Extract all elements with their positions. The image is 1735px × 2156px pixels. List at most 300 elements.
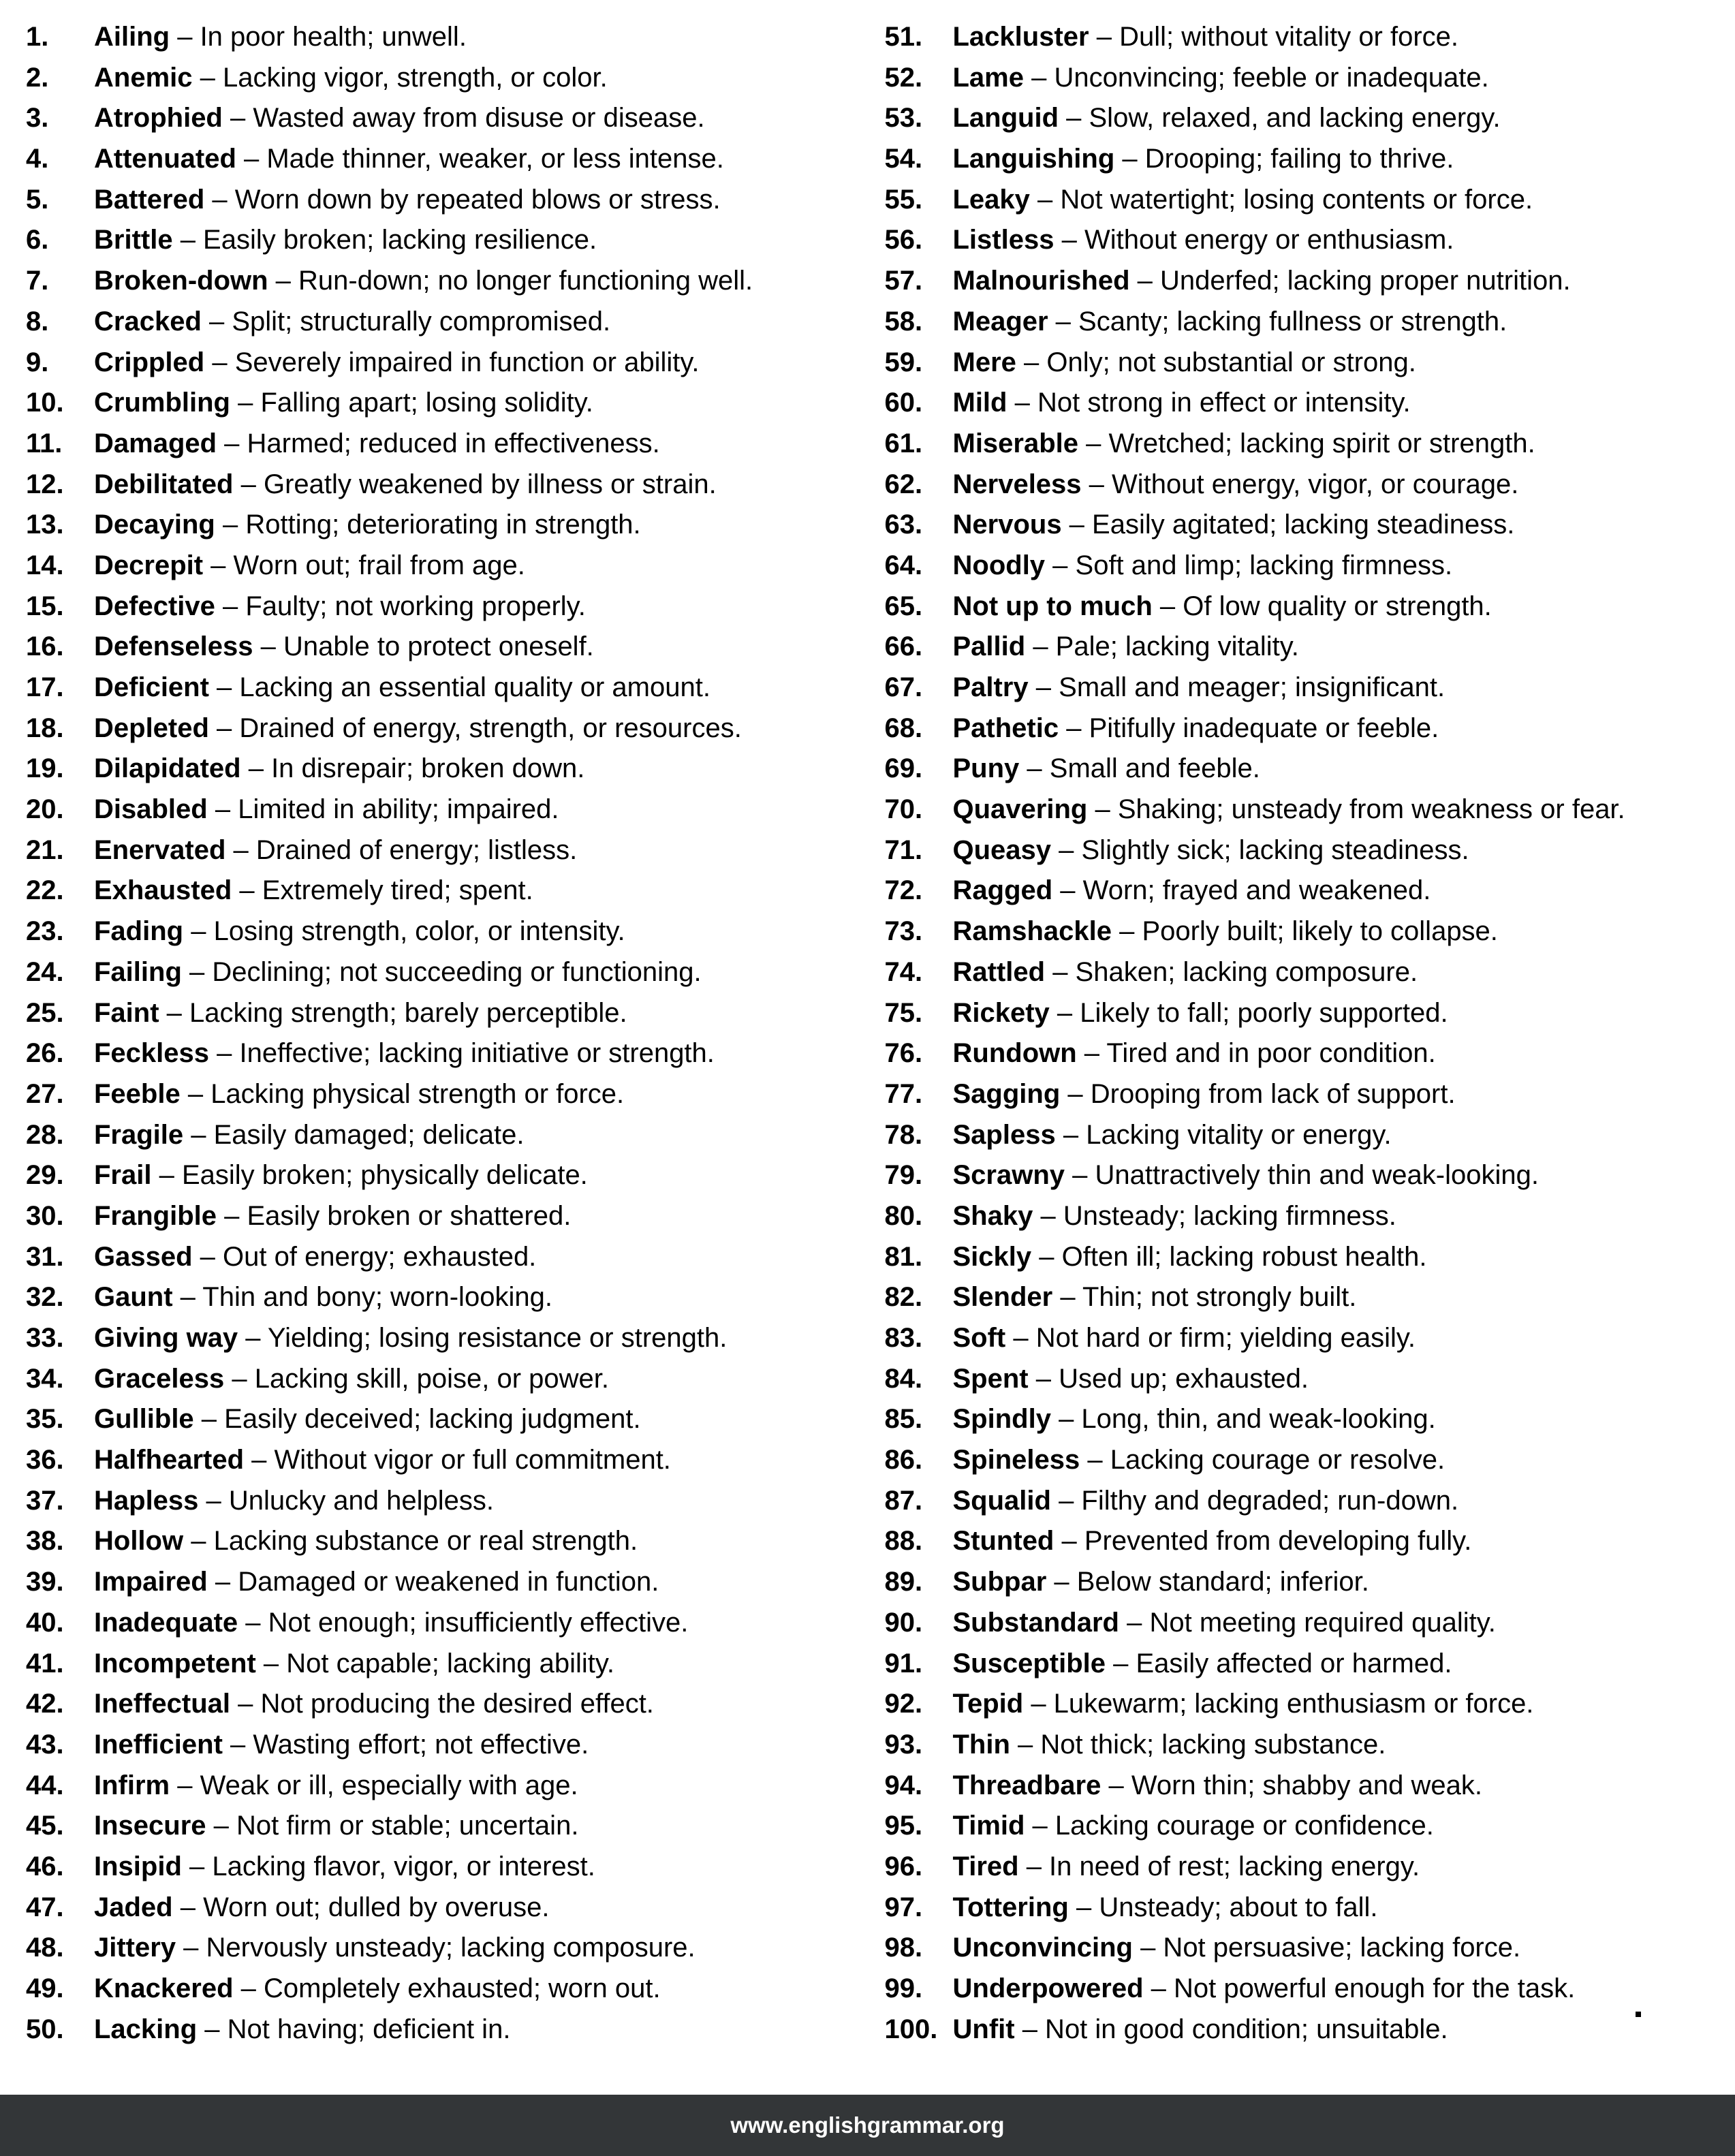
list-item (885, 993, 1735, 1034)
item-number: 21. (26, 834, 64, 865)
item-number: 55. (884, 184, 923, 215)
item-term: Fading (94, 916, 184, 947)
item-term: Decaying (94, 510, 215, 540)
item-term: Sagging (952, 1078, 1061, 1109)
item-definition: – Rotting; deteriorating in strength. (215, 510, 641, 540)
item-number: 96. (884, 1851, 923, 1881)
item-number: 5. (26, 184, 49, 215)
item-term: Meager (952, 306, 1048, 337)
item-number: 14. (26, 550, 64, 580)
item-number: 25. (26, 997, 64, 1028)
item-definition: – Soft and limp; lacking firmness. (1045, 550, 1453, 580)
list-item (26, 98, 877, 139)
item-term: Unfit (952, 2014, 1015, 2044)
item-definition: – Made thinner, weaker, or less intense. (236, 144, 724, 174)
item-term: Disabled (94, 794, 208, 825)
item-definition: – Unsteady; lacking firmness. (1033, 1200, 1396, 1231)
item-number: 82. (884, 1282, 923, 1313)
list-item (885, 1155, 1735, 1196)
item-term: Nervous (952, 510, 1062, 540)
item-number: 93. (884, 1729, 923, 1760)
item-term: Mild (952, 388, 1007, 418)
item-term: Quavering (952, 794, 1088, 825)
item-term: Failing (94, 956, 182, 987)
item-term: Ramshackle (952, 916, 1112, 947)
item-term: Stunted (952, 1526, 1054, 1557)
item-definition: – Not strong in effect or intensity. (1007, 388, 1411, 418)
item-definition: – Not persuasive; lacking force. (1132, 1933, 1521, 1963)
stray-artifact-mark (1636, 2012, 1641, 2017)
item-number: 84. (884, 1363, 923, 1394)
item-definition: – Easily broken or shattered. (217, 1200, 572, 1231)
item-definition: – Lacking substance or real strength. (183, 1526, 638, 1557)
list-item (885, 98, 1735, 139)
item-number: 70. (884, 794, 923, 825)
item-number: 77. (884, 1078, 923, 1109)
item-definition: – Prevented from developing fully. (1054, 1526, 1472, 1557)
item-definition: – Extremely tired; spent. (232, 875, 533, 906)
list-item (885, 587, 1735, 627)
item-number: 86. (884, 1445, 923, 1475)
item-definition: – Without energy or enthusiasm. (1054, 225, 1454, 255)
item-number: 27. (26, 1078, 64, 1109)
item-definition: – Wasted away from disuse or disease. (222, 103, 705, 134)
item-term: Gullible (94, 1404, 194, 1435)
list-item (885, 1562, 1735, 1603)
list-item (885, 546, 1735, 587)
item-definition: – Shaking; unsteady from weakness or fear. (1087, 794, 1625, 825)
item-number: 90. (884, 1607, 923, 1638)
item-term: Malnourished (952, 266, 1130, 296)
item-number: 15. (26, 591, 64, 621)
item-definition: – Unable to protect oneself. (253, 631, 594, 662)
item-number: 3. (26, 103, 49, 134)
item-term: Rundown (952, 1038, 1077, 1069)
item-number: 80. (884, 1200, 923, 1231)
item-number: 45. (26, 1811, 64, 1841)
item-definition: – Not meeting required quality. (1119, 1607, 1496, 1638)
item-definition: – Easily broken; physically delicate. (151, 1160, 588, 1191)
item-number: 62. (884, 469, 923, 499)
list-item (885, 708, 1735, 749)
item-term: Exhausted (94, 875, 232, 906)
item-number: 13. (26, 510, 64, 540)
item-number: 18. (26, 713, 64, 743)
item-term: Spent (952, 1363, 1029, 1394)
item-definition: – Pale; lacking vitality. (1025, 631, 1299, 662)
list-item (26, 17, 877, 58)
item-term: Atrophied (94, 103, 223, 134)
item-term: Fragile (94, 1119, 184, 1150)
item-definition: – Not watertight; losing contents or force. (1029, 184, 1533, 215)
list-item (26, 1562, 877, 1603)
item-number: 98. (884, 1933, 923, 1963)
list-item (26, 871, 877, 911)
item-term: Squalid (952, 1485, 1051, 1516)
item-number: 12. (26, 469, 64, 499)
item-number: 71. (884, 834, 923, 865)
item-definition: – Only; not substantial or strong. (1016, 347, 1416, 377)
list-item (26, 627, 877, 668)
item-term: Miserable (952, 428, 1079, 458)
item-number: 91. (884, 1648, 923, 1678)
item-definition: – Lacking strength; barely perceptible. (159, 997, 627, 1028)
item-number: 35. (26, 1404, 64, 1435)
item-number: 81. (884, 1241, 923, 1272)
list-item (885, 1033, 1735, 1074)
item-definition: – Often ill; lacking robust health. (1031, 1241, 1427, 1272)
item-number: 64. (884, 550, 923, 580)
item-definition: – Filthy and degraded; run-down. (1050, 1485, 1459, 1516)
item-number: 16. (26, 631, 64, 662)
list-item (885, 1684, 1735, 1725)
item-definition: – Pitifully inadequate or feeble. (1059, 713, 1439, 743)
item-number: 36. (26, 1445, 64, 1475)
item-number: 34. (26, 1363, 64, 1394)
item-term: Depleted (94, 713, 209, 743)
item-definition: – Not enough; insufficiently effective. (238, 1607, 689, 1638)
list-item (26, 1847, 877, 1888)
item-definition: – Lacking vitality or energy. (1055, 1119, 1392, 1150)
item-term: Tottering (952, 1892, 1069, 1922)
item-definition: – Lacking vigor, strength, or color. (192, 62, 608, 93)
item-number: 1. (26, 22, 49, 52)
item-definition: – Lacking courage or resolve. (1080, 1445, 1445, 1475)
item-definition: – Without energy, vigor, or courage. (1081, 469, 1519, 499)
item-number: 20. (26, 794, 64, 825)
item-definition: – Harmed; reduced in effectiveness. (217, 428, 660, 458)
item-definition: – In need of rest; lacking energy. (1018, 1851, 1420, 1881)
list-item (885, 1399, 1735, 1440)
list-item (885, 1806, 1735, 1847)
item-number: 50. (26, 2014, 64, 2044)
item-term: Slender (952, 1282, 1053, 1313)
list-item (885, 1277, 1735, 1318)
item-number: 85. (884, 1404, 923, 1435)
item-term: Gaunt (94, 1282, 173, 1313)
item-term: Scrawny (952, 1160, 1065, 1191)
item-term: Deficient (94, 672, 209, 702)
item-term: Attenuated (94, 144, 236, 174)
list-item (26, 587, 877, 627)
item-number: 61. (884, 428, 923, 458)
item-definition: – Faulty; not working properly. (215, 591, 586, 621)
item-term: Brittle (94, 225, 173, 255)
list-item (26, 180, 877, 221)
list-item (885, 180, 1735, 221)
list-item (26, 302, 877, 343)
list-item (26, 1155, 877, 1196)
item-term: Ailing (94, 22, 170, 52)
item-number: 73. (884, 916, 923, 947)
item-number: 10. (26, 388, 64, 418)
item-definition: – Easily agitated; lacking steadiness. (1061, 510, 1515, 540)
item-number: 51. (884, 22, 923, 52)
list-item (885, 1115, 1735, 1156)
list-item (885, 871, 1735, 911)
item-term: Sickly (952, 1241, 1032, 1272)
item-term: Tired (952, 1851, 1019, 1881)
item-number: 46. (26, 1851, 64, 1881)
list-item (885, 1603, 1735, 1644)
item-number: 89. (884, 1567, 923, 1597)
list-item (885, 1196, 1735, 1237)
item-term: Puny (952, 753, 1020, 784)
item-term: Soft (952, 1323, 1006, 1353)
item-definition: – Easily broken; lacking resilience. (172, 225, 597, 255)
item-definition: – Worn thin; shabby and weak. (1101, 1770, 1482, 1800)
item-definition: – In disrepair; broken down. (240, 753, 585, 784)
item-definition: – Unconvincing; feeble or inadequate. (1024, 62, 1489, 93)
item-term: Sapless (952, 1119, 1056, 1150)
item-definition: – Lukewarm; lacking enthusiasm or force. (1023, 1689, 1534, 1719)
item-term: Leaky (952, 184, 1030, 215)
item-term: Spindly (952, 1404, 1051, 1435)
item-definition: – Easily deceived; lacking judgment. (193, 1404, 641, 1435)
list-item (26, 1766, 877, 1807)
list-item (26, 790, 877, 830)
list-item (885, 1237, 1735, 1278)
item-number: 39. (26, 1567, 64, 1597)
list-item (885, 424, 1735, 465)
item-definition: – Drained of energy, strength, or resources. (208, 713, 742, 743)
item-number: 69. (884, 753, 923, 784)
list-item (26, 139, 877, 180)
item-definition: – Not powerful enough for the task. (1143, 1973, 1576, 2003)
item-definition: – Slightly sick; lacking steadiness. (1051, 834, 1469, 865)
item-number: 31. (26, 1241, 64, 1272)
item-term: Ineffectual (94, 1689, 231, 1719)
list-item (26, 1440, 877, 1481)
list-column-left (0, 17, 877, 2095)
list-item (885, 505, 1735, 546)
item-number: 60. (884, 388, 923, 418)
item-definition: – Lacking an essential quality or amount. (208, 672, 710, 702)
list-item (885, 1928, 1735, 1969)
item-term: Insipid (94, 1851, 182, 1881)
item-number: 33. (26, 1323, 64, 1353)
item-term: Lackluster (952, 22, 1089, 52)
list-item (885, 627, 1735, 668)
item-term: Battered (94, 184, 205, 215)
item-definition: – Wretched; lacking spirit or strength. (1078, 428, 1535, 458)
list-item (26, 1033, 877, 1074)
list-item (26, 708, 877, 749)
list-item (26, 1521, 877, 1562)
list-item (26, 1644, 877, 1685)
item-number: 44. (26, 1770, 64, 1800)
item-number: 52. (884, 62, 923, 93)
list-item (26, 505, 877, 546)
list-item (26, 668, 877, 708)
item-number: 59. (884, 347, 923, 377)
item-number: 74. (884, 956, 923, 987)
item-term: Damaged (94, 428, 217, 458)
item-term: Thin (952, 1729, 1010, 1760)
item-definition: – Nervously unsteady; lacking composure. (176, 1933, 695, 1963)
item-term: Nerveless (952, 469, 1082, 499)
list-item (26, 1888, 877, 1928)
item-term: Languid (952, 103, 1059, 134)
item-definition: – Poorly built; likely to collapse. (1111, 916, 1498, 947)
item-number: 78. (884, 1119, 923, 1150)
item-number: 40. (26, 1607, 64, 1638)
item-term: Inefficient (94, 1729, 223, 1760)
item-number: 68. (884, 713, 923, 743)
list-item (885, 911, 1735, 952)
list-item (885, 1766, 1735, 1807)
item-term: Enervated (94, 834, 226, 865)
item-definition: – Shaken; lacking composure. (1045, 956, 1418, 987)
item-term: Jittery (94, 1933, 176, 1963)
item-number: 28. (26, 1119, 64, 1150)
list-item (26, 1074, 877, 1115)
item-definition: – Tired and in poor condition. (1076, 1038, 1436, 1069)
list-item (885, 1318, 1735, 1359)
list-item (26, 952, 877, 993)
item-number: 88. (884, 1526, 923, 1557)
list-item (885, 749, 1735, 790)
list-item (26, 1928, 877, 1969)
list-item (885, 17, 1735, 58)
item-term: Anemic (94, 62, 193, 93)
item-term: Pallid (952, 631, 1026, 662)
item-definition: – Slow, relaxed, and lacking energy. (1059, 103, 1501, 134)
list-column-right (877, 17, 1735, 2095)
item-number: 58. (884, 306, 923, 337)
list-item (885, 830, 1735, 871)
item-definition: – Small and feeble. (1019, 753, 1260, 784)
item-term: Incompetent (94, 1648, 256, 1678)
item-definition: – Weak or ill, especially with age. (170, 1770, 578, 1800)
item-definition: – Without vigor or full commitment. (244, 1445, 671, 1475)
item-definition: – Not having; deficient in. (197, 2014, 511, 2044)
item-definition: – Unlucky and helpless. (198, 1485, 494, 1516)
list-item (26, 424, 877, 465)
list-item (885, 302, 1735, 343)
item-number: 26. (26, 1038, 64, 1069)
item-term: Feckless (94, 1038, 210, 1069)
list-item (26, 749, 877, 790)
item-term: Faint (94, 997, 159, 1028)
item-term: Crippled (94, 347, 205, 377)
item-term: Not up to much (952, 591, 1153, 621)
list-item (26, 911, 877, 952)
item-term: Timid (952, 1811, 1025, 1841)
item-number: 94. (884, 1770, 923, 1800)
item-definition: – Lacking skill, poise, or power. (224, 1363, 610, 1394)
item-number: 29. (26, 1160, 64, 1191)
item-number: 37. (26, 1485, 64, 1516)
item-definition: – Drooping from lack of support. (1060, 1078, 1456, 1109)
list-item (26, 1481, 877, 1522)
item-definition: – Easily damaged; delicate. (183, 1119, 525, 1150)
item-definition: – Declining; not succeeding or functioning. (181, 956, 702, 987)
item-definition: – Not thick; lacking substance. (1010, 1729, 1386, 1760)
item-term: Hapless (94, 1485, 199, 1516)
item-number: 17. (26, 672, 64, 702)
item-term: Frail (94, 1160, 152, 1191)
item-definition: – Worn out; frail from age. (203, 550, 525, 580)
list-item (885, 1521, 1735, 1562)
item-number: 76. (884, 1038, 923, 1069)
item-term: Subpar (952, 1567, 1047, 1597)
item-number: 32. (26, 1282, 64, 1313)
list-item (26, 261, 877, 302)
item-term: Insecure (94, 1811, 206, 1841)
item-definition: – Severely impaired in function or ability. (204, 347, 700, 377)
item-number: 48. (26, 1933, 64, 1963)
item-definition: – Damaged or weakened in function. (207, 1567, 659, 1597)
item-term: Feeble (94, 1078, 181, 1109)
item-number: 97. (884, 1892, 923, 1922)
item-term: Lame (952, 62, 1024, 93)
item-number: 56. (884, 225, 923, 255)
item-term: Unconvincing (952, 1933, 1133, 1963)
item-number: 7. (26, 266, 49, 296)
list-item (885, 1644, 1735, 1685)
item-term: Listless (952, 225, 1054, 255)
item-definition: – Completely exhausted; worn out. (233, 1973, 661, 2003)
item-term: Crumbling (94, 388, 230, 418)
item-term: Broken-down (94, 266, 268, 296)
item-term: Substandard (952, 1607, 1119, 1638)
item-number: 72. (884, 875, 923, 906)
list-item (885, 2010, 1735, 2050)
item-definition: – Out of energy; exhausted. (192, 1241, 537, 1272)
item-definition: – Yielding; losing resistance or strength. (238, 1323, 728, 1353)
list-item (885, 465, 1735, 505)
list-item (26, 1277, 877, 1318)
item-term: Debilitated (94, 469, 234, 499)
item-definition: – Below standard; inferior. (1046, 1567, 1369, 1597)
list-item (885, 1074, 1735, 1115)
item-number: 8. (26, 306, 49, 337)
item-definition: – Unattractively thin and weak-looking. (1065, 1160, 1539, 1191)
item-term: Threadbare (952, 1770, 1101, 1800)
item-number: 95. (884, 1811, 923, 1841)
item-term: Jaded (94, 1892, 173, 1922)
item-definition: – Not capable; lacking ability. (255, 1648, 615, 1678)
item-definition: – Small and meager; insignificant. (1028, 672, 1445, 702)
item-definition: – Limited in ability; impaired. (207, 794, 559, 825)
list-item (885, 1359, 1735, 1400)
item-term: Tepid (952, 1689, 1024, 1719)
item-number: 66. (884, 631, 923, 662)
item-number: 63. (884, 510, 923, 540)
list-item (26, 546, 877, 587)
list-item (26, 1196, 877, 1237)
item-definition: – Thin and bony; worn-looking. (172, 1282, 552, 1313)
list-item (885, 220, 1735, 261)
item-term: Queasy (952, 834, 1052, 865)
item-definition: – Greatly weakened by illness or strain. (233, 469, 717, 499)
list-item (26, 383, 877, 424)
item-term: Cracked (94, 306, 202, 337)
item-number: 38. (26, 1526, 64, 1557)
item-number: 83. (884, 1323, 923, 1353)
list-item (26, 993, 877, 1034)
item-definition: – Split; structurally compromised. (201, 306, 611, 337)
item-definition: – Lacking flavor, vigor, or interest. (181, 1851, 595, 1881)
item-number: 49. (26, 1973, 64, 2003)
list-item (885, 139, 1735, 180)
item-definition: – Drooping; failing to thrive. (1114, 144, 1454, 174)
item-definition: – Run-down; no longer functioning well. (268, 266, 753, 296)
list-item (26, 1725, 877, 1766)
item-number: 79. (884, 1160, 923, 1191)
item-term: Gassed (94, 1241, 193, 1272)
